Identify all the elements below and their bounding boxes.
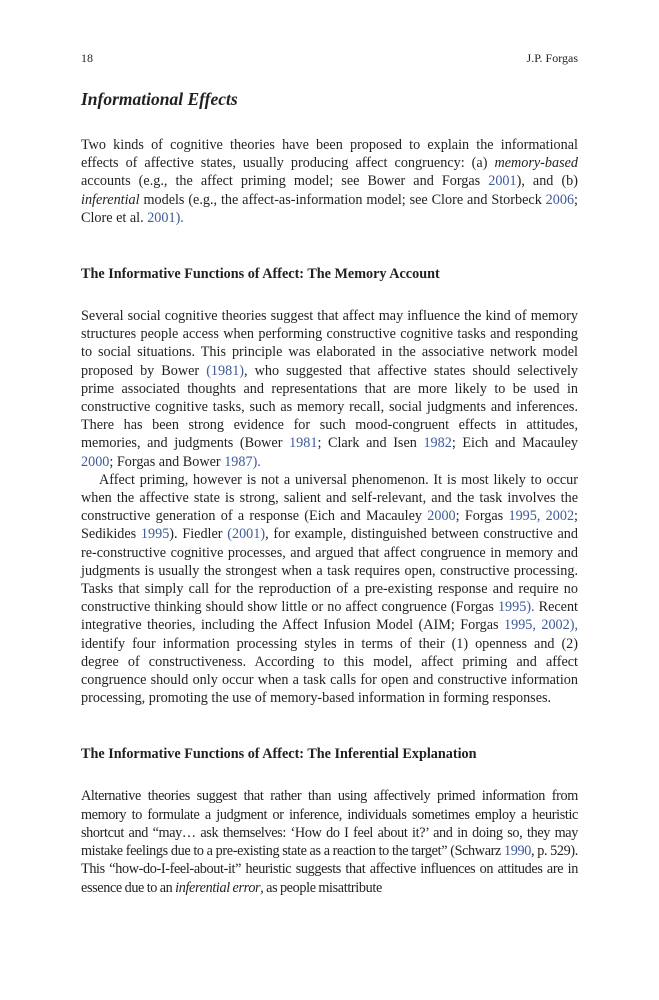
citation-link[interactable]: 1995, 2002: [508, 508, 575, 525]
page: [81, 50, 578, 897]
paragraph-intro: Two kinds of cognitive theories have been proposed to explain the informational effects of affective states, usually producing affect congruency: (a) memory-based accounts (e.g., the affect priming model; see Bower and Forgas 2001), and (b) inferential models (e.g., the affect-as-information model; see Clore and Storbeck 2006; Clore et al. 2001).: [81, 137, 578, 226]
citation-link[interactable]: (1981): [206, 362, 245, 379]
running-head-author: J.P. Forgas: [526, 51, 578, 65]
paragraph-memory-1: Several social cognitive theories suggest that affect may influence the kind of memory structures people access when performing constructive cognitive tasks and responding to social situations. This principle was elaborated in the associative network model proposed by Bower (1981), who suggested that affective states should selectively prime associated thoughts and representations that are more likely to be used in constructive cognitive tasks, such as memory recall, social judgments and inferences. There has been strong evidence for such mood-congruent effects in attitudes, memories, and judgments (Bower 1981; Clark and Isen 1982; Eich and Macauley 2000; Forgas and Bower 1987).: [81, 308, 579, 470]
citation-link[interactable]: 1990: [504, 843, 531, 860]
citation-link[interactable]: 2000: [427, 508, 456, 525]
citation-link[interactable]: (2001): [227, 526, 266, 543]
paragraph-memory-2: Affect priming, however is not a universal phenomenon. It is most likely to occur when the affective state is strong, salient and self-relevant, and the task involves the constructive generation of a response (Eich and Macauley 2000; Forgas 1995, 2002; Sedikides 1995). Fiedler (2001), for example, distinguished between constructive and re-constructive cognitive processes, and argued that affect congruence in memory and judgments is usually the strongest when a task requires open, constructive processing. Tasks that simply call for the reproduction of a pre-existing response and require no constructive thinking should show little or no affect congruence (Forgas 1995). Recent integrative theories, including the Affect Infusion Model (AIM; Forgas 1995, 2002), identify four information processing styles in terms of their (1) openness and (2) degree of constructiveness. According to this model, affect priming and affect congruence should only occur when a task calls for open and constructive information processing, promoting the use of memory-based information in forming responses.: [81, 471, 579, 707]
running-head: [81, 50, 578, 66]
citation-link[interactable]: 1995: [140, 526, 170, 543]
citation-link[interactable]: 1981: [289, 435, 318, 452]
citation-link[interactable]: 1995).: [497, 599, 535, 616]
subsection-heading-memory-account: The Informative Functions of Affect: The Memory Account: [81, 266, 440, 283]
subsection-heading-inferential-explanation: The Informative Functions of Affect: The Inferential Explanation: [81, 746, 477, 763]
citation-link[interactable]: 2001: [488, 173, 517, 190]
paragraph-inferential: Alternative theories suggest that rather than using affectively primed information from memory to formulate a judgment or inference, individuals sometimes employ a heuristic shortcut and “may… ask themselves: ‘How do I feel about it?’ and in doing so, they may mistake feelings due to a pre-existing state as a reaction to the target” (Schwarz 1990, p. 529). This “how-do-I-feel-about-it” heuristic suggests that affective influences on attitudes are in essence due to an inferential error, as people misattribute: [81, 788, 578, 896]
citation-link[interactable]: 2001).: [147, 209, 184, 226]
page-number: 18: [81, 51, 93, 65]
citation-link[interactable]: 1995, 2002),: [504, 617, 578, 634]
citation-link[interactable]: 2000: [81, 453, 110, 470]
section-heading-informational-effects: Informational Effects: [81, 89, 238, 109]
citation-link[interactable]: 2006: [545, 191, 575, 208]
citation-link[interactable]: 1982: [423, 435, 452, 452]
citation-link[interactable]: 1987).: [224, 453, 261, 470]
